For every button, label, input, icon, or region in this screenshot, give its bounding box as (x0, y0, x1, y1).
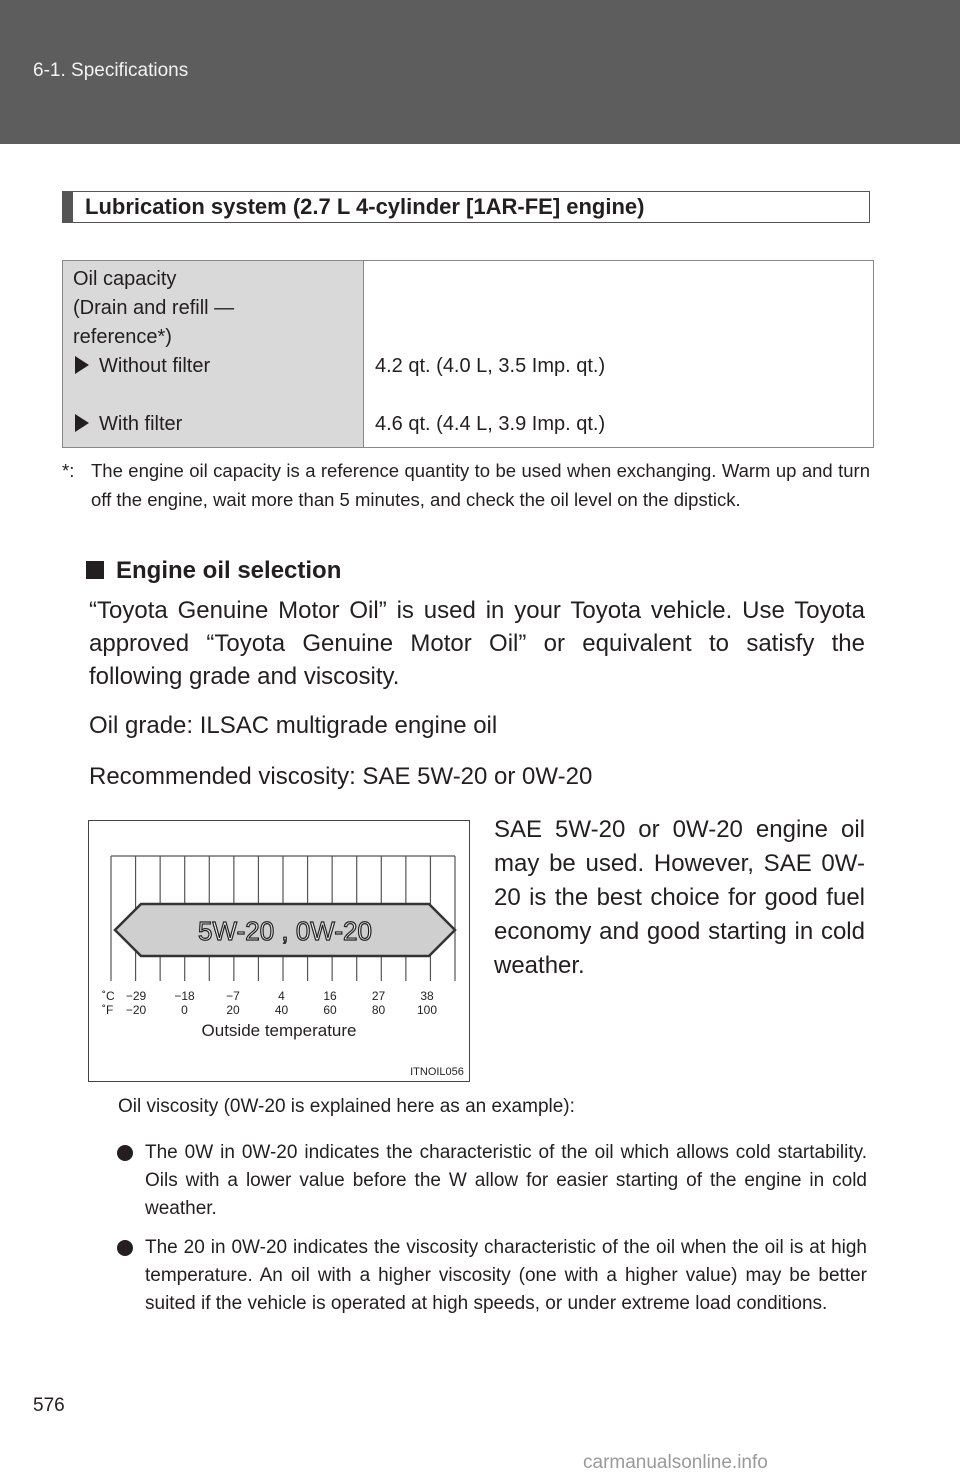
celsius-tick-label: 16 (323, 989, 337, 1003)
subheading (86, 557, 341, 585)
section-breadcrumb: 6-1. Specifications (33, 60, 189, 81)
celsius-unit: ˚C (102, 989, 115, 1003)
bullet-dot-icon (117, 1240, 133, 1256)
section-title-tab (63, 192, 73, 222)
capacity-label-line: Oil capacity (73, 268, 177, 290)
footnote-mark: *: (62, 460, 75, 481)
celsius-tick-label: 27 (371, 989, 386, 1003)
fahrenheit-tick-label: 20 (226, 1003, 240, 1017)
fahrenheit-tick-label: 40 (274, 1003, 289, 1017)
capacity-label (73, 265, 234, 352)
row-label-text: Without filter (99, 355, 211, 377)
recommended-viscosity: Recommended viscosity: SAE 5W-20 or 0W-20 (89, 763, 593, 790)
fahrenheit-tick-label: 0 (181, 1003, 188, 1017)
celsius-tick-label: 4 (278, 989, 285, 1003)
row-label-with-filter (75, 410, 182, 439)
bullet-text: The 20 in 0W-20 indicates the viscosity characteristic of the oil when the oil is at high temperature. An oil with a higher viscosity (one with a higher value) may be better suited if the vehicle is operated at high speeds, or under extreme load conditions. (145, 1237, 867, 1314)
bullet-dot-icon (117, 1145, 133, 1161)
row-label-text: With filter (99, 413, 183, 435)
section-title: Lubrication system (2.7 L 4-cylinder [1AR-FE] engine) (85, 194, 645, 219)
footnote-text: The engine oil capacity is a reference quantity to be used when exchanging. Warm up and turn off the engine, wait more than 5 minutes, and check the oil level on the dipstick. (91, 460, 870, 510)
fahrenheit-tick-label: −20 (125, 1003, 147, 1017)
square-bullet-icon (86, 561, 104, 579)
value-without-filter: 4.2 qt. (4.0 L, 3.5 Imp. qt.) (375, 355, 606, 377)
capacity-label-line: (Drain and refill — (73, 297, 235, 319)
intro-paragraph: “Toyota Genuine Motor Oil” is used in your Toyota vehicle. Use Toyota approved “Toyota Genuine Motor Oil” or equivalent to satisfy the following grade and viscosity. (89, 597, 865, 690)
subheading-text: Engine oil selection (116, 557, 342, 584)
bullet-text: The 0W in 0W-20 indicates the characteristic of the oil which allows cold startability. Oils with a lower value before the W allow for easier starting of the engine in cold weather. (145, 1142, 867, 1219)
footnote (62, 456, 870, 514)
page-header (0, 0, 960, 144)
viscosity-side-text: SAE 5W-20 or 0W-20 engine oil may be used. However, SAE 0W-20 is the best choice for good fuel economy and good starting in cold weather. (494, 816, 865, 979)
row-label-without-filter (75, 352, 210, 381)
celsius-tick-label: −7 (226, 989, 240, 1003)
capacity-label-line: reference*) (73, 326, 172, 348)
viscosity-chart (89, 821, 471, 1083)
viscosity-intro: Oil viscosity (0W-20 is explained here as an example): (118, 1096, 575, 1117)
celsius-tick-label: 38 (420, 989, 434, 1003)
figure-code: ITNOIL056 (410, 1066, 464, 1078)
bullet-item (117, 1139, 867, 1223)
figure-caption: Outside temperature (201, 1021, 357, 1040)
oil-grade: Oil grade: ILSAC multigrade engine oil (89, 712, 498, 739)
range-arrow-label: 5W-20 , 0W-20 (198, 916, 372, 946)
viscosity-chart-figure (88, 820, 470, 1082)
fahrenheit-tick-label: 100 (416, 1003, 438, 1017)
page-number: 576 (33, 1395, 65, 1416)
oil-capacity-table (62, 260, 874, 448)
celsius-tick-label: −29 (125, 989, 147, 1003)
watermark: carmanualsonline.info (583, 1452, 768, 1473)
section-title-bar (62, 191, 870, 223)
celsius-tick-label: −18 (174, 989, 195, 1003)
fahrenheit-tick-label: 80 (371, 1003, 386, 1017)
fahrenheit-unit: ˚F (102, 1003, 114, 1017)
value-with-filter: 4.6 qt. (4.4 L, 3.9 Imp. qt.) (375, 413, 606, 435)
fahrenheit-tick-label: 60 (323, 1003, 337, 1017)
bullet-item (117, 1234, 867, 1318)
triangle-bullet-icon (75, 356, 89, 374)
triangle-bullet-icon (75, 414, 89, 432)
